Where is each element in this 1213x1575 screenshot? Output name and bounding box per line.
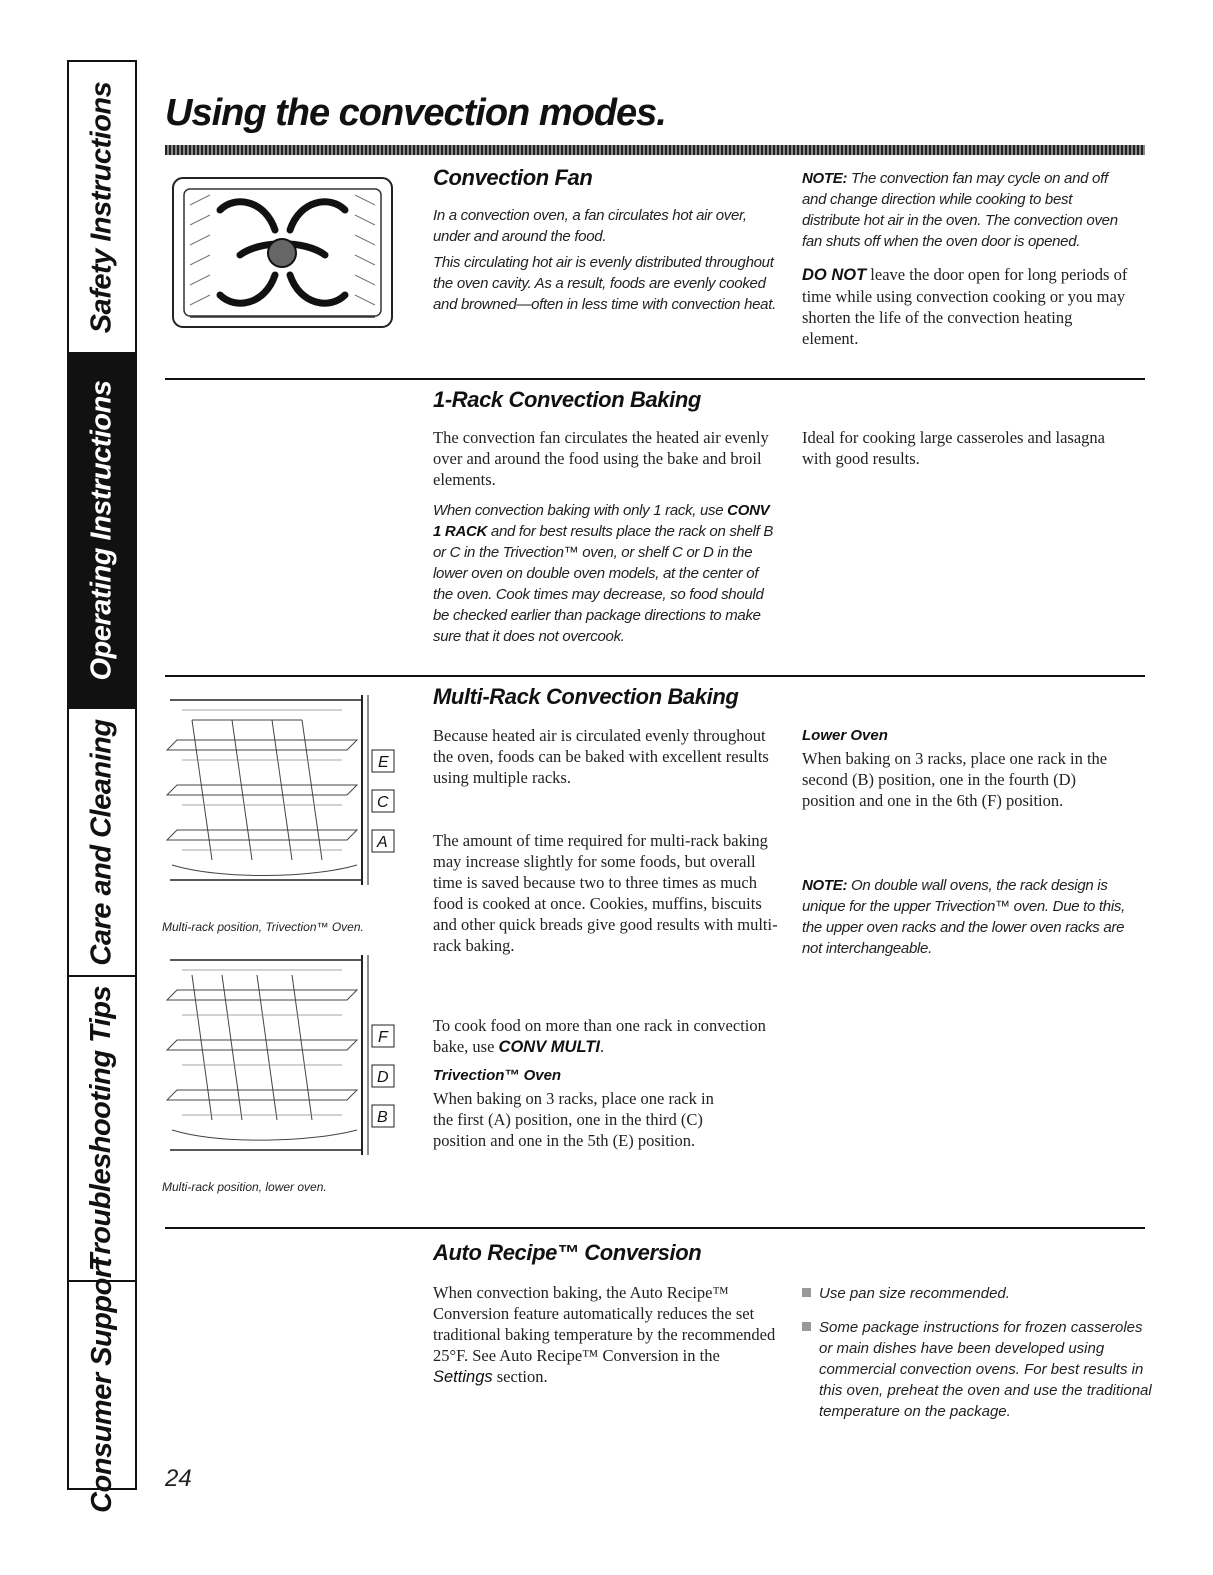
rack-label-middle: C	[377, 794, 389, 811]
trivection-rack-illustration	[162, 690, 407, 890]
one-rack-p2: Ideal for cooking large casseroles and lasagna with good results.	[802, 428, 1105, 468]
convection-fan-p2: This circulating hot air is evenly distributed throughout the oven cavity. As a result, foods are evenly cooked and browned—often in less time with convection heat.	[433, 254, 776, 313]
convection-fan-heading: Convection Fan	[433, 165, 593, 190]
p3-text-a: To cook food on more than one rack in convection bake, use	[433, 1016, 766, 1056]
note-label: NOTE:	[802, 877, 848, 894]
rack-label-upper: F	[378, 1029, 388, 1046]
note-text: On double wall ovens, the rack design is unique for the upper Trivection™ oven. Due to this, the upper oven racks and the lower oven racks are not interchangeable.	[802, 877, 1125, 957]
trivection-oven-text: When baking on 3 racks, place one rack in the first (A) position, one in the third (C) position and one in the 5th (E) position.	[433, 1089, 714, 1150]
tab-safety-instructions[interactable]	[69, 62, 135, 354]
one-rack-p1: The convection fan circulates the heated air evenly over and around the food using the bake and broil elements.	[433, 428, 769, 489]
bullet-text: Some package instructions for frozen casseroles or main dishes have been developed using commercial convection ovens. For best results in this oven, preheat the oven and use the traditional temperature on the package.	[819, 1319, 1152, 1420]
tab-label: Consumer Support	[85, 1257, 118, 1513]
trivection-oven-subheading: Trivection™ Oven	[433, 1067, 562, 1084]
bullet-item	[802, 1283, 1137, 1304]
tab-label: Care and Cleaning	[85, 718, 118, 966]
bullet-marker	[802, 1322, 811, 1331]
lower-oven-rack-illustration	[162, 950, 407, 1160]
multi-rack-note	[802, 875, 1132, 959]
multi-rack-p3	[433, 1015, 773, 1058]
tab-consumer-support[interactable]	[69, 1257, 135, 1513]
multi-rack-heading: Multi-Rack Convection Baking	[433, 684, 739, 709]
tip-text-b: and for best results place the rack on shelf B or C in the Trivection™ oven, or shelf C or D in the lower oven on double oven models, at the center of the oven. Cook times may decrease, so food should be checked earlier than package directions to make sure that it does not overcook.	[433, 523, 774, 645]
note-text: The convection fan may cycle on and off and change direction while cooking to best distribute hot air in the oven. The convection oven fan shuts off when the oven door is opened.	[802, 170, 1118, 250]
rack-label-upper: E	[378, 754, 389, 771]
page-title: Using the convection modes.	[165, 92, 666, 134]
lower-oven-subheading: Lower Oven	[802, 727, 888, 744]
figure-caption-trivection: Multi-rack position, Trivection™ Oven.	[162, 920, 364, 934]
rack-label-middle: D	[377, 1069, 389, 1086]
figure-caption-lower-oven: Multi-rack position, lower oven.	[162, 1180, 327, 1194]
bullet-marker	[802, 1288, 811, 1297]
section-rule	[165, 1227, 1145, 1229]
tab-troubleshooting-tips[interactable]	[69, 977, 135, 1282]
p3-command: CONV MULTI	[498, 1038, 600, 1056]
lower-oven-text: When baking on 3 racks, place one rack in the second (B) position, one in the fourth (D) position and one in the 6th (F) position.	[802, 749, 1108, 810]
one-rack-tip	[433, 500, 778, 647]
rack-label-lower: B	[377, 1109, 388, 1126]
tab-care-and-cleaning[interactable]	[69, 709, 135, 977]
bullet-item	[802, 1317, 1154, 1422]
section-rule	[165, 675, 1145, 677]
bullet-text: Use pan size recommended.	[819, 1285, 1010, 1302]
tab-label: Safety Instructions	[85, 81, 118, 333]
rack-label-lower: A	[377, 834, 388, 851]
convection-fan-illustration	[170, 175, 395, 330]
section-rule	[165, 378, 1145, 380]
auto-recipe-text-a: When convection baking, the Auto Recipe™ Conversion feature automatically reduces the set traditional baking temperature by the recommended 25°F. See Auto Recipe™ Conversion in the	[433, 1283, 776, 1365]
tip-command: CONV 1 RACK	[433, 502, 770, 540]
warning-label: DO NOT	[802, 266, 867, 284]
tip-text-a: When convection baking with only 1 rack, use	[433, 502, 728, 519]
settings-reference: Settings	[433, 1368, 493, 1386]
warning-text: leave the door open for long periods of time while using convection cooking or you may shorten the life of the convection heating element.	[802, 265, 1128, 348]
title-rule	[165, 145, 1145, 155]
auto-recipe-p1	[433, 1282, 778, 1388]
note-label: NOTE:	[802, 170, 848, 187]
auto-recipe-heading: Auto Recipe™ Conversion	[433, 1240, 702, 1265]
tab-operating-instructions[interactable]	[69, 354, 135, 709]
multi-rack-p2: The amount of time required for multi-rack baking may increase slightly for some foods, but overall time is saved because two to three times as much food is cooked at once. Cookies, muffins, biscuits and other quick breads give good results with multi-rack baking.	[433, 831, 778, 955]
one-rack-heading: 1-Rack Convection Baking	[433, 387, 701, 412]
multi-rack-p1: Because heated air is circulated evenly throughout the oven, foods can be baked with excellent results using multiple racks.	[433, 726, 769, 787]
p3-text-b: .	[599, 1037, 605, 1056]
auto-recipe-text-b: section.	[492, 1367, 548, 1386]
tab-label: Troubleshooting Tips	[85, 985, 118, 1272]
convection-fan-note	[802, 168, 1132, 252]
convection-fan-warning	[802, 264, 1132, 349]
convection-fan-p1: In a convection oven, a fan circulates hot air over, under and around the food.	[433, 207, 747, 245]
section-sidebar	[67, 60, 137, 1513]
tab-label: Operating Instructions	[85, 380, 118, 681]
page-number: 24	[165, 1465, 192, 1492]
